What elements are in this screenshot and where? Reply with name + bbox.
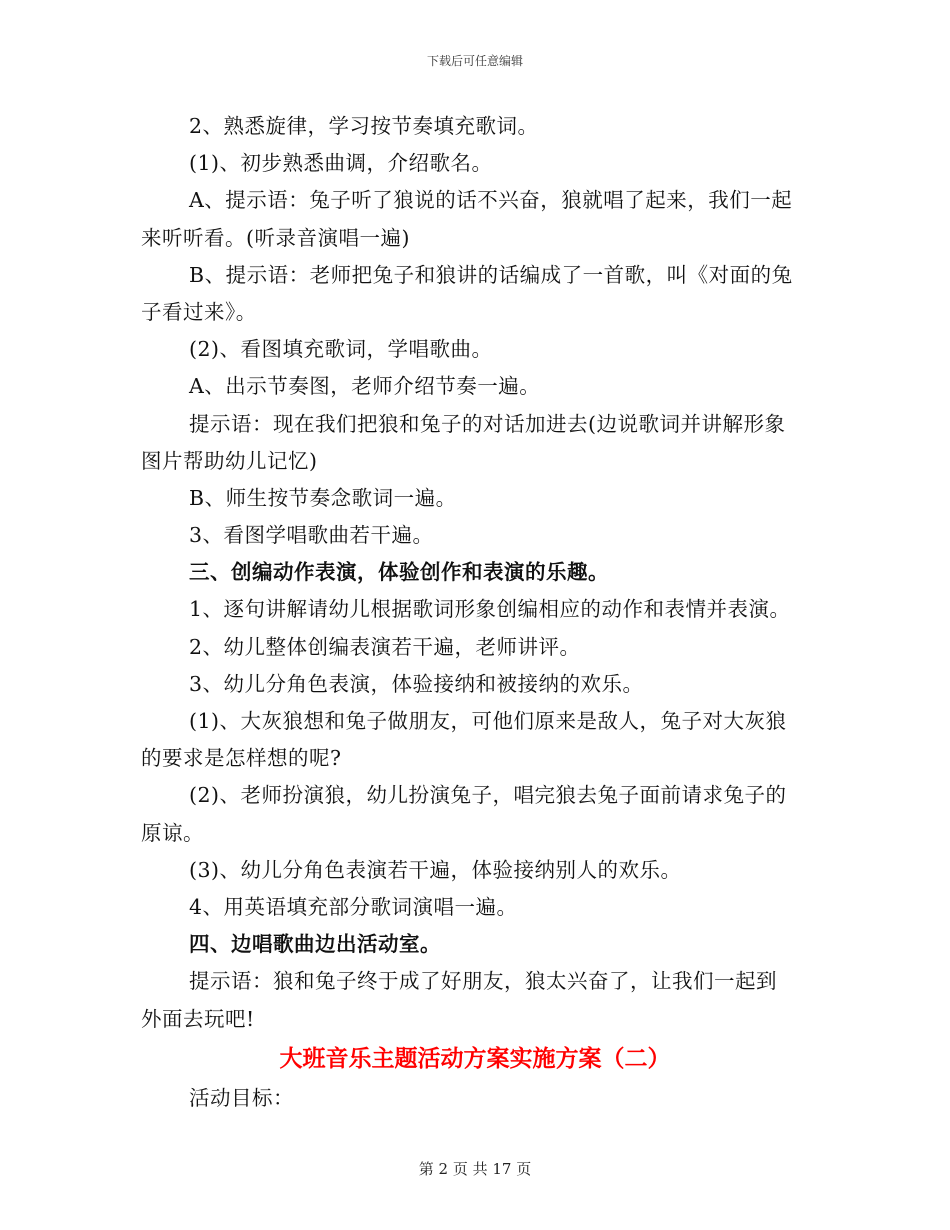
section-heading-4: 四、边唱歌曲边出活动室。 — [189, 932, 441, 957]
paragraph-line: (1)、大灰狼想和兔子做朋友，可他们原来是敌人，兔子对大灰狼 — [189, 709, 787, 733]
paragraph-line: 提示语：狼和兔子终于成了好朋友，狼太兴奋了，让我们一起到 — [189, 969, 777, 994]
paragraph-line: (1)、初步熟悉曲调，介绍歌名。 — [189, 151, 493, 176]
paragraph-line: A、提示语：兔子听了狼说的话不兴奋，狼就唱了起来，我们一起 — [189, 188, 793, 213]
paragraph-line: 4、用英语填充部分歌词演唱一遍。 — [189, 894, 518, 919]
paragraph-line: 3、幼儿分角色表演，体验接纳和被接纳的欢乐。 — [189, 671, 644, 696]
document-body — [141, 108, 809, 1117]
paragraph-line: 来听听看。(听录音演唱一遍) — [141, 225, 410, 250]
paragraph-line: 1、逐句讲解请幼儿根据歌词形象创编相应的动作和表情并表演。 — [189, 597, 791, 622]
section-heading-3: 三、创编动作表演，体验创作和表演的乐趣。 — [189, 560, 609, 585]
page-footer: 第 2 页 共 17 页 — [418, 1160, 532, 1178]
paragraph-line: A、出示节奏图，老师介绍节奏一遍。 — [189, 374, 541, 399]
paragraph-line: 的要求是怎样想的呢? — [141, 746, 342, 771]
page-header: 下载后可任意编辑 — [426, 54, 523, 68]
paragraph-line: B、师生按节奏念歌词一遍。 — [189, 485, 457, 510]
paragraph-line: (2)、老师扮演狼，幼儿扮演兔子，唱完狼去兔子面前请求兔子的 — [189, 783, 787, 808]
paragraph-line: 提示语：现在我们把狼和兔子的对话加进去(边说歌词并讲解形象 — [189, 411, 786, 436]
paragraph-line: 子看过来》。 — [141, 299, 257, 324]
document-section-title: 大班音乐主题活动方案实施方案（二） — [279, 1044, 671, 1072]
paragraph-line: B、提示语：老师把兔子和狼讲的话编成了一首歌，叫《对面的兔 — [189, 262, 793, 287]
paragraph-line: 外面去玩吧! — [141, 1006, 255, 1031]
paragraph-line: 图片帮助幼儿记忆) — [141, 448, 318, 473]
paragraph-line: 活动目标： — [189, 1085, 294, 1110]
paragraph-line: 2、熟悉旋律，学习按节奏填充歌词。 — [189, 114, 539, 138]
paragraph-line: (3)、幼儿分角色表演若干遍，体验接纳别人的欢乐。 — [189, 857, 682, 882]
paragraph-line: (2)、看图填充歌词，学唱歌曲。 — [189, 337, 493, 362]
paragraph-line: 原谅。 — [141, 820, 204, 845]
paragraph-line: 2、幼儿整体创编表演若干遍，老师讲评。 — [189, 634, 581, 659]
paragraph-line: 3、看图学唱歌曲若干遍。 — [189, 523, 434, 548]
